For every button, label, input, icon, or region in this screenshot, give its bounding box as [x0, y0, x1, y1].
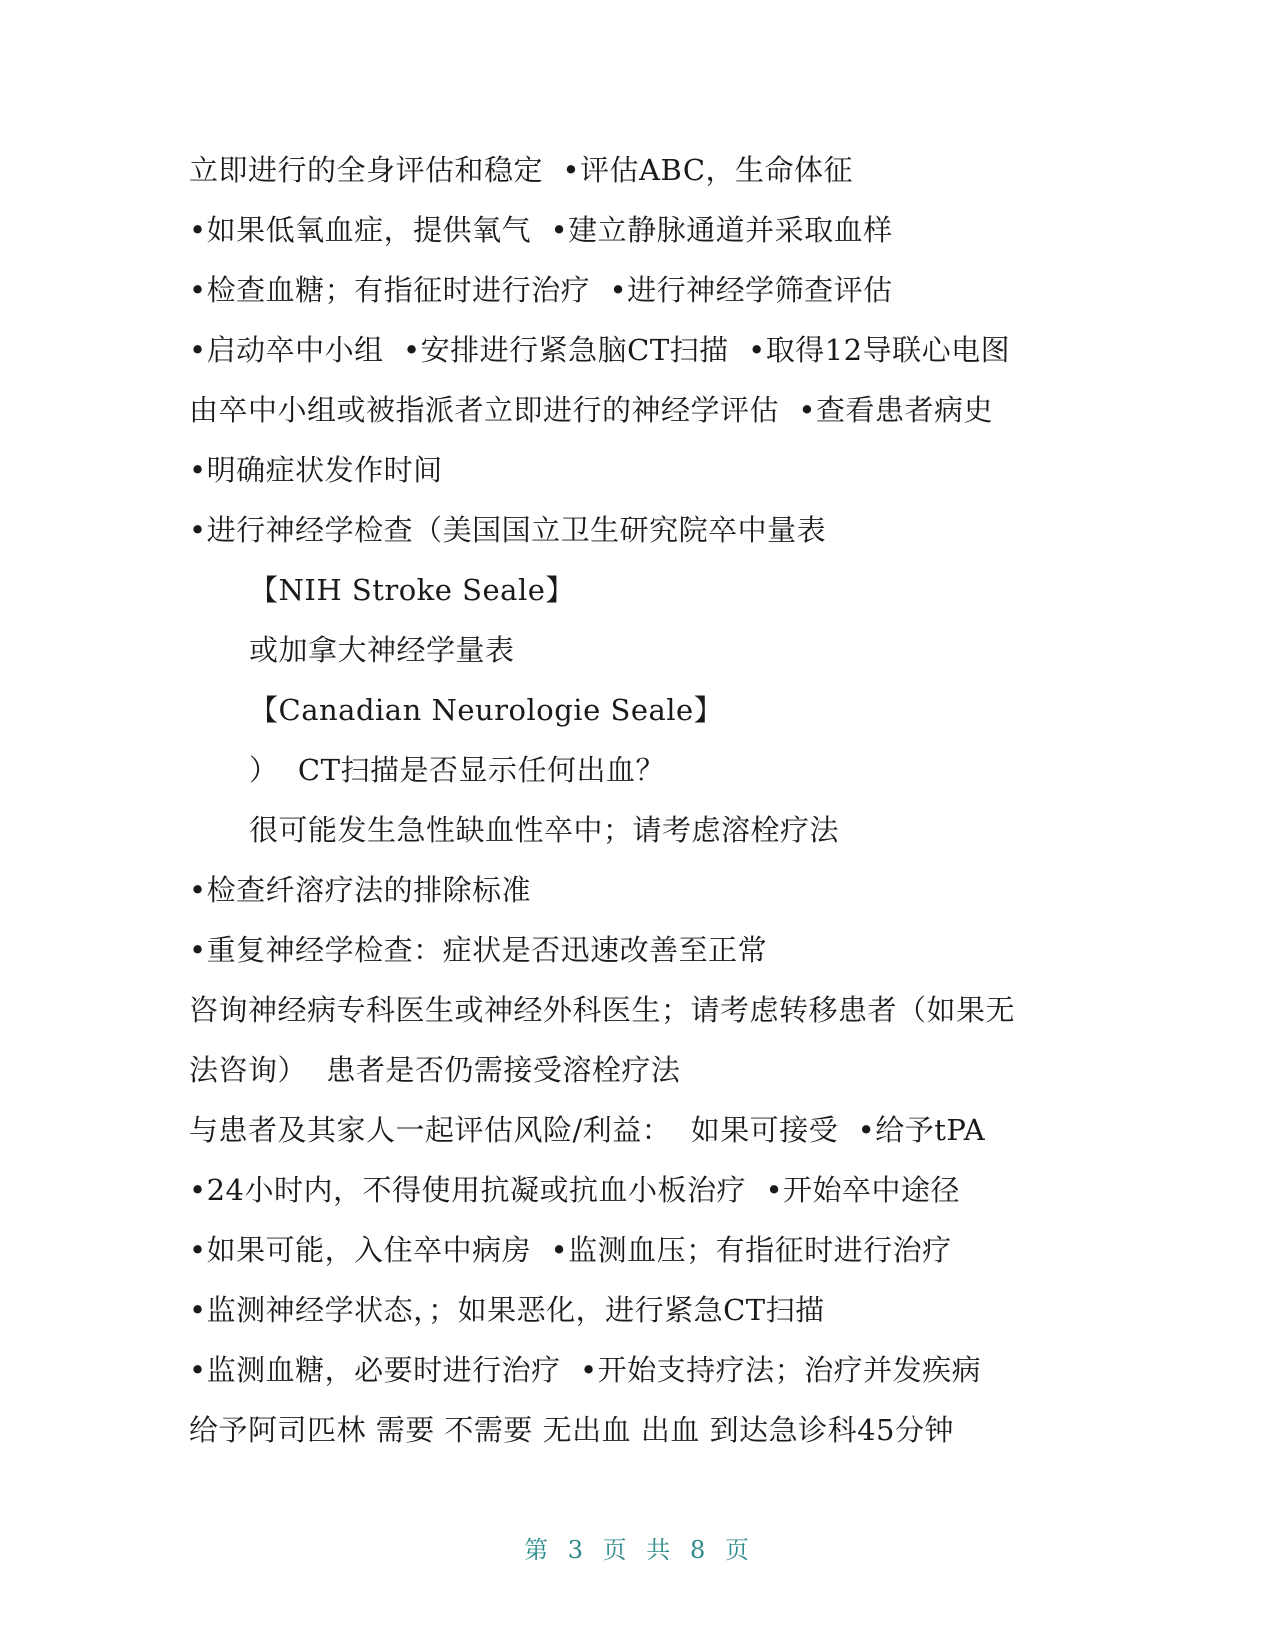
text-line: •24小时内，不得使用抗凝或抗血小板治疗 •开始卒中途径 [189, 1173, 961, 1207]
text-line: •检查纤溶疗法的排除标准 [189, 873, 532, 907]
text-line: 立即进行的全身评估和稳定 •评估ABC，生命体征 [189, 153, 854, 187]
text-line: •明确症状发作时间 [189, 453, 443, 487]
text-line: 由卒中小组或被指派者立即进行的神经学评估 •查看患者病史 [189, 393, 994, 427]
text-line: •如果低氧血症，提供氧气 •建立静脉通道并采取血样 [189, 213, 893, 247]
text-line: 给予阿司匹林 需要 不需要 无出血 出血 到达急诊科45分钟 [189, 1413, 954, 1447]
text-line: •检查血糖；有指征时进行治疗 •进行神经学筛查评估 [189, 273, 893, 307]
text-line: •启动卒中小组 •安排进行紧急脑CT扫描 •取得12导联心电图 [189, 333, 1011, 367]
text-line: 与患者及其家人一起评估风险/利益： 如果可接受 •给予tPA [189, 1113, 986, 1147]
text-line: 很可能发生急性缺血性卒中；请考虑溶栓疗法 [249, 813, 840, 847]
text-line: •监测血糖，必要时进行治疗 •开始支持疗法；治疗并发疾病 [189, 1353, 982, 1387]
text-line: •监测神经学状态，；如果恶化，进行紧急CT扫描 [189, 1293, 825, 1327]
text-line: 法咨询） 患者是否仍需接受溶栓疗法 [189, 1053, 681, 1087]
document-body [189, 140, 1089, 1460]
text-line: ） CT扫描是否显示任何出血？ [249, 753, 665, 787]
text-line: •进行神经学检查（美国国立卫生研究院卒中量表 [189, 513, 827, 547]
text-line: 或加拿大神经学量表 [249, 633, 515, 667]
text-line: •如果可能，入住卒中病房 •监测血压；有指征时进行治疗 [189, 1233, 952, 1267]
text-line: 【NIH Stroke Seale】 [249, 573, 575, 607]
text-line: 【Canadian Neurologie Seale】 [249, 693, 724, 727]
page-number-footer: 第 3 页 共 8 页 [524, 1536, 751, 1564]
text-line: 咨询神经病专科医生或神经外科医生；请考虑转移患者（如果无 [189, 993, 1016, 1027]
text-line: •重复神经学检查：症状是否迅速改善至正常 [189, 933, 768, 967]
